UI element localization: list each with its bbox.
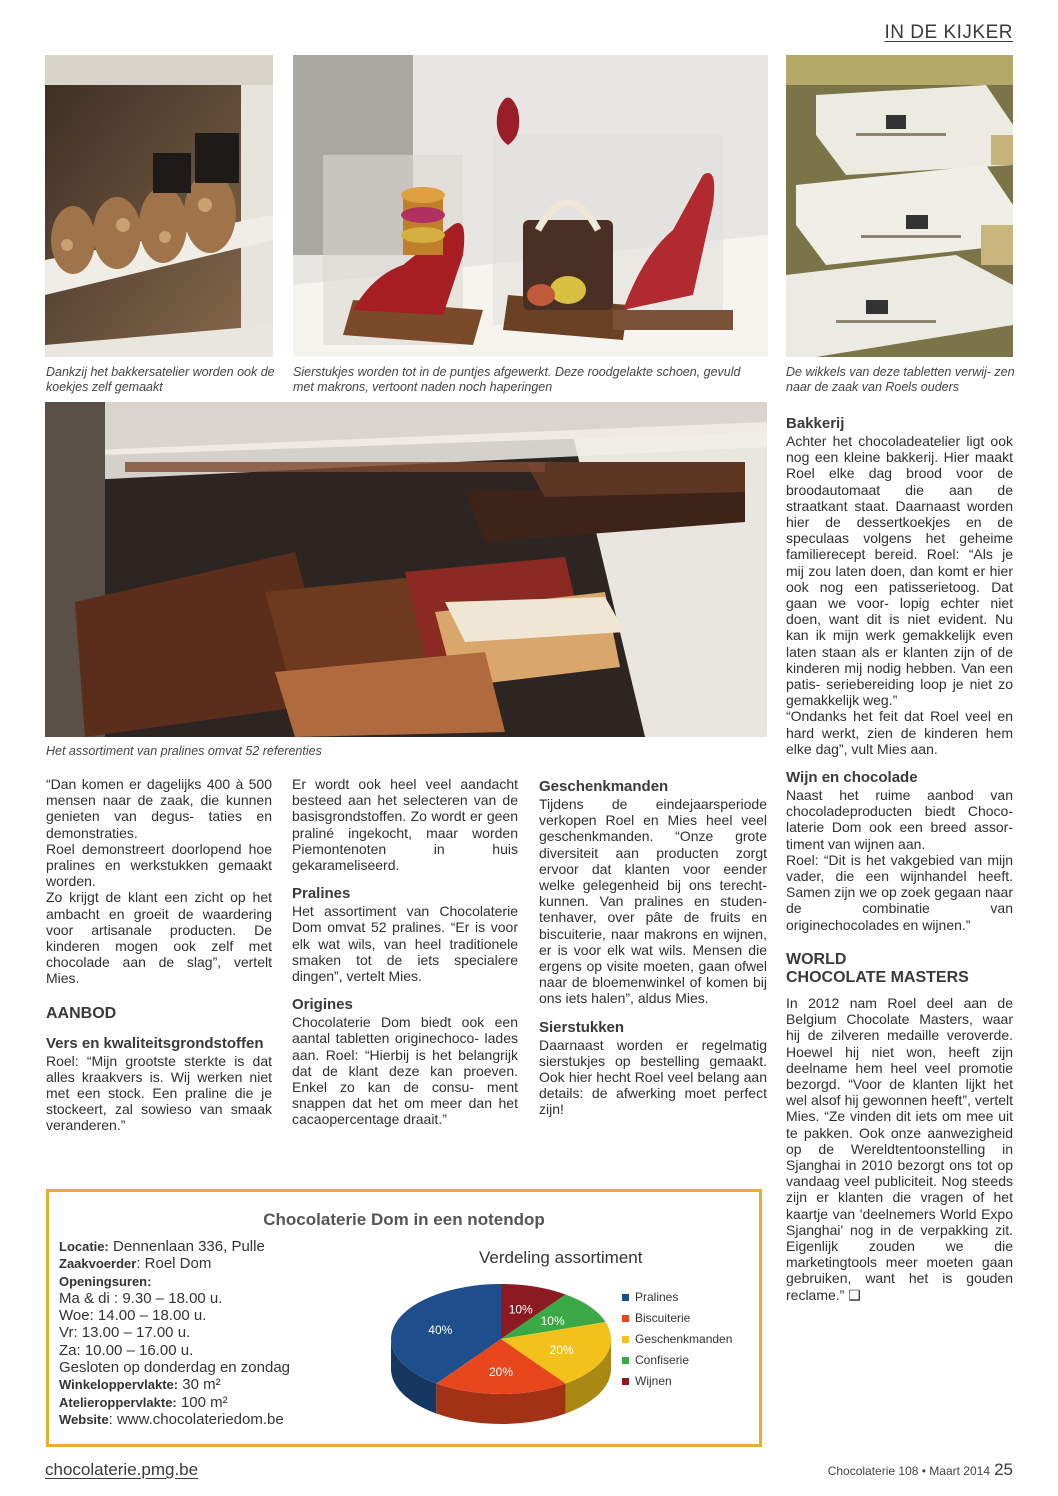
- article-column-2: [292, 776, 518, 1128]
- caption-photo3: De wikkels van deze tabletten verwij- zen naar de zaak van Roels ouders: [786, 365, 1015, 394]
- legend-item: Wijnen: [622, 1371, 732, 1392]
- legend-swatch: [622, 1336, 629, 1343]
- caption-photo4: Het assortiment van pralines omvat 52 referenties: [46, 744, 322, 758]
- subheading-geschenkmanden: Geschenkmanden: [539, 778, 669, 795]
- paragraph: Achter het chocoladeatelier ligt ook nog een kleine bakkerij. Hier maakt Roel elke dag brood voor de broodautomaat die aan de straatkant staat. Daarnaast worden hier de dessertkoekjes en de speculaas volgens het geheime familierecept bereid. Roel: “Als je mij zou laten doen, dan komt er hier ook nog een patisserietoog. Dat gaan we voor- lopig echter niet doen, want dit is niet evident. Nu kan ik mijn werk gemakkelijk even laten staan als er klanten zijn of de kinderen mij nodig hebben. Van een patis- seriebereiding loop je niet zo gemakkelijk weg.”: [786, 433, 1013, 709]
- photo-cookie-shelves: [45, 55, 273, 357]
- legend-swatch: [622, 1357, 629, 1364]
- value-locatie: Dennenlaan 336, Pulle: [113, 1238, 265, 1255]
- photo-chocolate-tablets: [786, 55, 1013, 357]
- legend-item: Geschenkmanden: [622, 1329, 732, 1350]
- page-number: 25: [994, 1460, 1013, 1479]
- pie-chart: [386, 1274, 616, 1439]
- pie-label: 10%: [508, 1302, 533, 1317]
- paragraph: Naast het ruime aanbod van chocoladeproducten biedt Choco- laterie Dom ook een breed assor- timent van wijnen aan.: [786, 787, 1013, 852]
- article-column-1: [46, 776, 272, 1134]
- factbox-details: [59, 1238, 290, 1428]
- heading-world-line1: WORLD: [786, 950, 847, 968]
- label-zaakvoerder: Zaakvoerder: [59, 1256, 137, 1272]
- article-column-4: [786, 415, 1013, 1303]
- legend-swatch: [622, 1294, 629, 1301]
- paragraph: Tijdens de eindejaarsperiode verkopen Roel en Mies heel veel geschenkmanden. “Onze grote diversiteit aan producten zorgt ervoor dat klanten voor eender welke gelegenheid bij ons terecht- kunnen. Van pralines en studen- tenhaver, over pâte de fruits en biscuiterie, naar makrons en wijnen, er is voor elk wat wils. Mensen die ergens op visite moeten, gaan ofwel naar de bloemenwinkel of komen bij ons iets halen”, aldus Mies.: [539, 796, 767, 1007]
- label-website: Website: [59, 1411, 109, 1427]
- chart-legend: [622, 1287, 732, 1392]
- label-locatie: Locatie:: [59, 1239, 109, 1254]
- legend-swatch: [622, 1378, 629, 1385]
- paragraph: In 2012 nam Roel deel aan de Belgium Chocolate Masters, waar hij de zilveren medaille veroverde. Hoewel hij niet won, heeft zijn deelname hem heel veel promotie bezorgd. “Voor de klanten lijkt het wel alsof hij gewonnen heeft”, vertelt Mies. “Ze vinden dit iets om mee uit te pakken. Ook onze aanwezigheid op de Wereldtentoonstelling in Sjanghai in 2010 bezorgt ons tot op vandaag veel publiciteit. Nog steeds zijn er klanten die vragen of het kaartje van 'deelnemers World Expo Sjanghai' nog in de verpakking zit. Eigenlijk zouden we die marketingtools meer moeten gaan gebruiken, want het is gouden reclame.” ❑: [786, 994, 1013, 1303]
- value-winkel: 30 m²: [182, 1376, 221, 1394]
- heading-aanbod: AANBOD: [46, 1004, 117, 1022]
- legend-item: Biscuiterie: [622, 1308, 732, 1329]
- legend-item: Pralines: [622, 1287, 732, 1308]
- end-mark-icon: ❑: [848, 1286, 861, 1303]
- pie-label: 20%: [549, 1342, 574, 1357]
- subheading-wijn: Wijn en chocolade: [786, 769, 918, 787]
- paragraph: Daarnaast worden er regelmatig sierstukjes op bestelling gemaakt. Ook hier hecht Roel veel belang aan details: de afwerking moet perfect zijn!: [539, 1036, 767, 1118]
- legend-item: Confiserie: [622, 1350, 732, 1371]
- value-website[interactable]: : www.chocolateriedom.be: [108, 1410, 284, 1428]
- article-column-3: [539, 778, 767, 1118]
- legend-swatch: [622, 1315, 629, 1322]
- paragraph: Roel: “Mijn grootste sterkte is dat alles kraakvers is. Wij werken niet met een stock. Een praline die je stockeert, zal sowieso van smaak veranderen.”: [46, 1052, 272, 1134]
- subheading-vers: Vers en kwaliteitsgrondstoffen: [46, 1034, 264, 1052]
- label-winkel: Winkeloppervlakte:: [59, 1377, 179, 1393]
- hours-line: Za: 10.00 – 16.00 u.: [59, 1341, 194, 1359]
- caption-photo1: Dankzij het bakkersatelier worden ook de koekjes zelf gemaakt: [46, 365, 275, 394]
- subheading-sierstukken: Sierstukken: [539, 1018, 625, 1036]
- section-label: IN DE KIJKER: [884, 22, 1013, 43]
- subheading-bakkerij: Bakkerij: [786, 415, 845, 432]
- paragraph: Zo krijgt de klant een zicht op het ambacht en groeit de waardering voor artisanale producten. De kinderen mogen ook zelf met chocolade aan de slag”, vertelt Mies.: [46, 889, 272, 987]
- paragraph: Roel demonstreert doorlopend hoe pralines en werkstukken gemaakt worden.: [46, 840, 272, 890]
- paragraph: Roel: “Dit is het vakgebied van mijn vader, die een wijnhandel heeft. Samen zijn we op zoek gegaan naar de combinatie van originechocolades en wijnen.”: [786, 851, 1013, 933]
- hours-line: Woe: 14.00 – 18.00 u.: [59, 1307, 207, 1325]
- photo-chocolate-shoes: [293, 55, 768, 357]
- factbox: [46, 1189, 762, 1447]
- hours-line: Ma & di : 9.30 – 18.00 u.: [59, 1289, 223, 1307]
- label-atelier: Atelieroppervlakte:: [59, 1394, 177, 1410]
- footer-issue: Chocolaterie 108 • Maart 2014: [827, 1464, 990, 1478]
- paragraph: Er wordt ook heel veel aandacht besteed aan het selecteren van de basisgrondstoffen. Zo wordt er geen praliné ingekocht, maar worden Piemontenoten in huis gekarameliseerd.: [292, 776, 518, 874]
- paragraph: “Ondanks het feit dat Roel veel en hard werkt, zien de kinderen hem elke dag”, vult Mies aan.: [786, 708, 1013, 757]
- factbox-title: Chocolaterie Dom in een notendop: [263, 1210, 545, 1229]
- pie-label: 10%: [540, 1314, 565, 1329]
- value-atelier: 100 m²: [180, 1393, 228, 1411]
- subheading-origines: Origines: [292, 996, 353, 1014]
- subheading-pralines: Pralines: [292, 885, 351, 903]
- photo-praline-counter: [45, 402, 767, 737]
- paragraph: Chocolaterie Dom biedt ook een aantal tabletten originechoco- lades aan. Roel: “Hierbij is het belangrijk dat de klant deze kan proeven. Enkel zo kan de consu- ment snappen dat het om meer dan het cacaopercentage draait.”: [292, 1014, 518, 1128]
- pie-label: 20%: [488, 1364, 514, 1379]
- label-openingsuren: Openingsuren:: [59, 1273, 152, 1289]
- footer-website[interactable]: chocolaterie.pmg.be: [45, 1460, 199, 1479]
- hours-line: Vr: 13.00 – 17.00 u.: [59, 1324, 191, 1342]
- chart-title: Verdeling assortiment: [479, 1248, 643, 1267]
- hours-line: Gesloten op donderdag en zondag: [59, 1359, 291, 1377]
- paragraph: Het assortiment van Chocolaterie Dom omvat 52 pralines. “Er is voor elk wat wils, van heel traditionele smaken tot de iets specialere dingen”, vertelt Mies.: [292, 903, 518, 985]
- heading-world-line2: CHOCOLATE MASTERS: [786, 968, 969, 986]
- caption-photo2: Sierstukjes worden tot in de puntjes afgewerkt. Deze roodgelakte schoen, gevuld met makrons, vertoont naden noch haperingen: [293, 365, 741, 394]
- paragraph: “Dan komen er dagelijks 400 à 500 mensen naar de zaak, die kunnen genieten van degus- taties en demonstraties.: [46, 776, 272, 841]
- pie-label: 40%: [428, 1323, 453, 1338]
- value-zaakvoerder: : Roel Dom: [136, 1255, 212, 1273]
